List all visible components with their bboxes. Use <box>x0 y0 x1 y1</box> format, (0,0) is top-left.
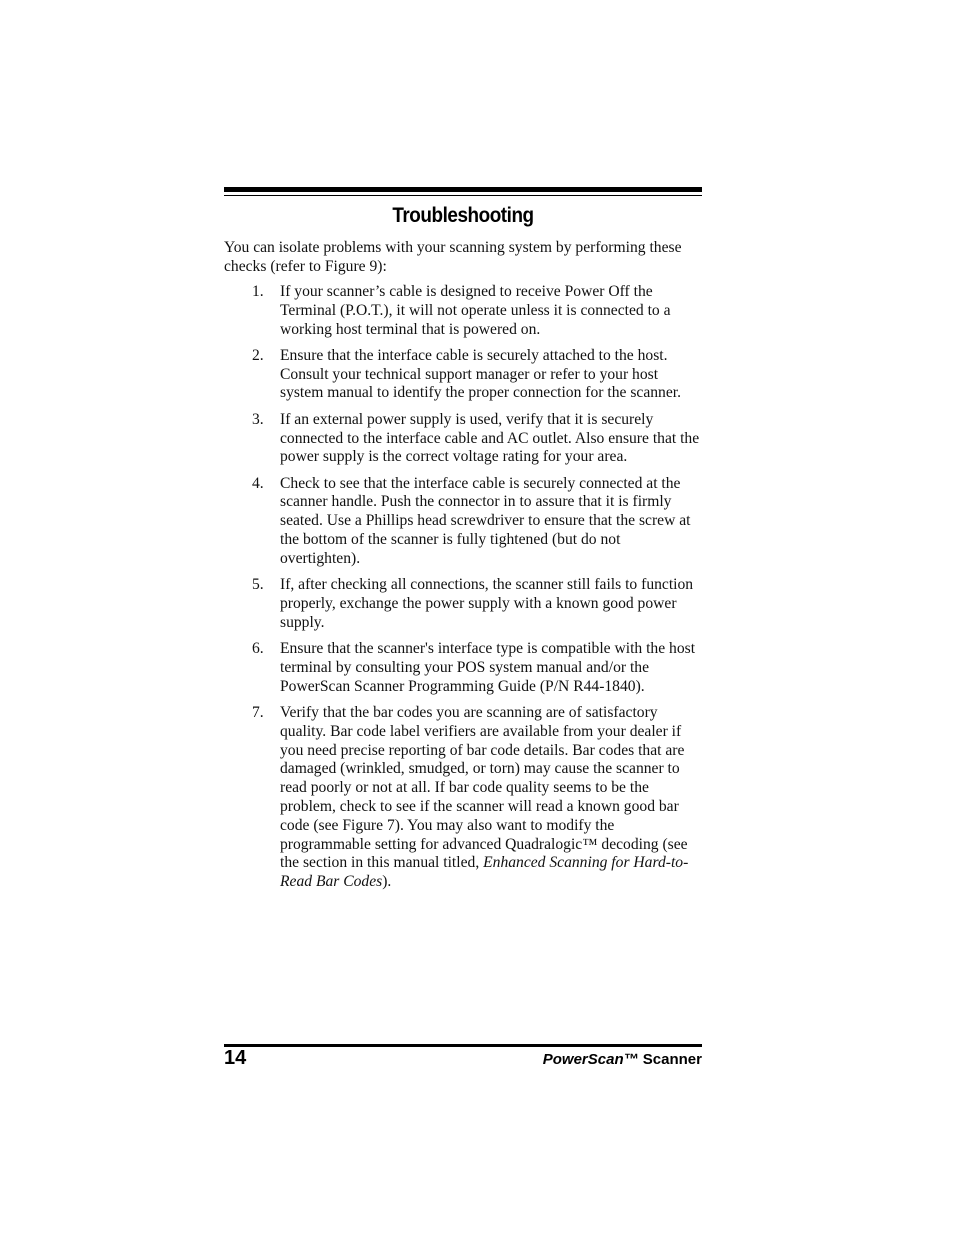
item-text: Ensure that the scanner's interface type is compatible with the host terminal by consulting your POS system manual and/or the PowerScan Scanner Programming Guide (P/N R44-1840). <box>280 640 696 695</box>
product-suffix: Scanner <box>638 1051 702 1068</box>
section-title: Troubleshooting <box>392 204 534 227</box>
footer-rule <box>224 1044 702 1047</box>
item-text: If an external power supply is used, verify that it is securely connected to the interface cable and AC outlet. Also ensure that the power supply is the correct voltage rating for your area. <box>280 410 700 466</box>
item-number: 4. <box>252 474 264 492</box>
item-text: Verify that the bar codes you are scanning are of satisfactory quality. Bar code label verifiers are available from your dealer if you need precise reporting of bar code details. Bar codes that are damaged (wrinkled, smudged, or torn) may cause the scanner to read poorly or not at all. If bar code quality seems to be the problem, check to see if the scanner will read a known good bar code (see Figure 7). You may also want to modify the programmable setting for advanced Quadralogic™ decoding (see the section in this manual titled, <box>280 703 688 872</box>
header-rule-thin <box>224 195 702 196</box>
item-text: Ensure that the interface cable is securely attached to the host. Consult your technical support manager or refer to your host system manual to identify the proper connection for the scanner. <box>280 346 681 402</box>
product-name: PowerScan™ <box>542 1051 639 1068</box>
item-text: Check to see that the interface cable is securely connected at the scanner handle. Push the connector in to assure that it is firmly seated. Use a Phillips head screwdriver to ensure that the screw at the bottom of the scanner is fully tightened (but do not overtighten). <box>280 474 691 567</box>
item-number: 1. <box>252 283 264 300</box>
item-text-tail: ). <box>382 873 392 891</box>
page-number: 14 <box>224 1047 247 1069</box>
list-item <box>224 576 704 632</box>
item-number: 7. <box>252 703 264 721</box>
section-reference: Enhanced Scanning for Hard-to-Read Bar Codes <box>280 854 689 891</box>
list-item <box>224 347 704 403</box>
checklist <box>224 283 704 899</box>
footer-product-title <box>543 1051 702 1068</box>
item-number: 3. <box>252 410 264 428</box>
header-rule-thick <box>224 187 702 192</box>
list-item <box>224 640 704 696</box>
item-text: If, after checking all connections, the scanner still fails to function properly, exchange the power supply with a known good power supply. <box>280 576 694 631</box>
item-number: 5. <box>252 576 264 594</box>
list-item <box>224 283 704 339</box>
item-number: 6. <box>252 640 264 658</box>
item-text: If your scanner’s cable is designed to receive Power Off the Terminal (P.O.T.), it will not operate unless it is connected to a working host terminal that is powered on. <box>280 283 671 338</box>
list-item <box>224 475 704 569</box>
list-item <box>224 411 704 467</box>
item-number: 2. <box>252 346 264 364</box>
list-item <box>224 704 704 892</box>
intro-paragraph: You can isolate problems with your scanning system by performing these checks (refer to Figure 9): <box>224 239 682 275</box>
